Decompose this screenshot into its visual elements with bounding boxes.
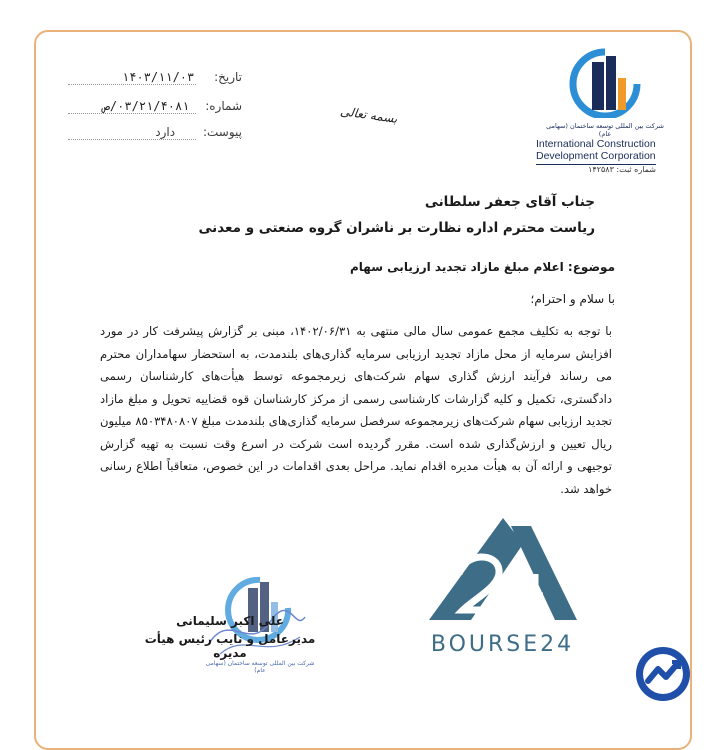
bourse24-badge-icon: [634, 645, 692, 703]
letter-body: با توجه به تکلیف مجمع عمومی سال مالی منتهی به ۱۴۰۲/۰۶/۳۱، مبنی بر گزارش پیشرفت کار در مورد افزایش سرمایه از محل مازاد تجدید ارزیابی سرمایه گذاری‌های بلندمدت، به استحضار سهامداران محترم می رساند فرآیند ارزش گذاری سهام شرکت‌های زیرمجموعه توسط هیأت‌های کارشناسان رسمی دادگستری، تکمیل و کلیه گزارشات کارشناسی رسمی از مرکز کارشناسان قوه قضاییه تحویل و مبلغ مازاد تجدید ارزیابی سهام شرکت‌های زیرمجموعه سرفصل سرمایه گذاری‌های بلندمدت مبلغ ۸۵۰۳۴۸۰۸۰۷ میلیون ریال تعیین و ارزش‌گذاری شده است. مقرر گردیده است شرکت در اسرع وقت نسبت به تهیه گزارش توجیهی و ارائه آن به هیأت مدیره اقدام نماید. مراحل بعدی اقدامات در این خصوص، متعاقباً اطلاع رسانی خواهد شد.: [100, 324, 613, 496]
attachment-value: دارد: [155, 125, 176, 139]
date-row: [62, 70, 242, 84]
attachment-row: [62, 125, 242, 139]
recipient-title: ریاست محترم اداره نظارت بر ناشران گروه صنعتی و معدنی: [198, 220, 595, 236]
number-value: ۰۳/۲۱/۴۰۸۱/ص: [102, 99, 190, 113]
date-label: تاریخ:: [214, 70, 242, 84]
bourse24-text: BOURSE24: [430, 632, 575, 657]
signer-name: علی اکبر سلیمانی: [176, 614, 284, 628]
letter-greeting: با سلام و احترام؛: [530, 292, 615, 306]
bourse24-logo-icon: [415, 512, 590, 624]
letter-subject: موضوع: اعلام مبلغ مازاد تجدید ارزیابی سهام: [349, 260, 615, 274]
bismillah-calligraphy: بسمه تعالی: [339, 104, 399, 126]
company-logo: [536, 48, 670, 178]
date-value: ۱۴۰۳/۱۱/۰۳: [122, 70, 195, 84]
stamp-text: شرکت بین المللی توسعه ساختمان (سهامی عام): [205, 660, 315, 674]
bourse24-badge: [634, 645, 692, 703]
number-row: [62, 99, 242, 113]
logo-en-line1: International Construction: [536, 138, 656, 150]
attachment-label: پیوست:: [202, 125, 242, 139]
bourse24-watermark: [415, 512, 590, 662]
registration-number: شماره ثبت: ۱۴۲۵۸۳: [588, 165, 656, 174]
logo-fa-name: شرکت بین المللی توسعه ساختمان (سهامی عام): [546, 122, 664, 138]
number-label: شماره:: [205, 99, 242, 113]
logo-en-line2: Development Corporation: [536, 150, 656, 162]
recipient-name: جناب آقای جعفر سلطانی: [424, 194, 595, 210]
signer-title: مدیرعامل و نایب رئیس هیأت مدیره: [144, 632, 316, 660]
company-logo-icon: [540, 48, 670, 118]
